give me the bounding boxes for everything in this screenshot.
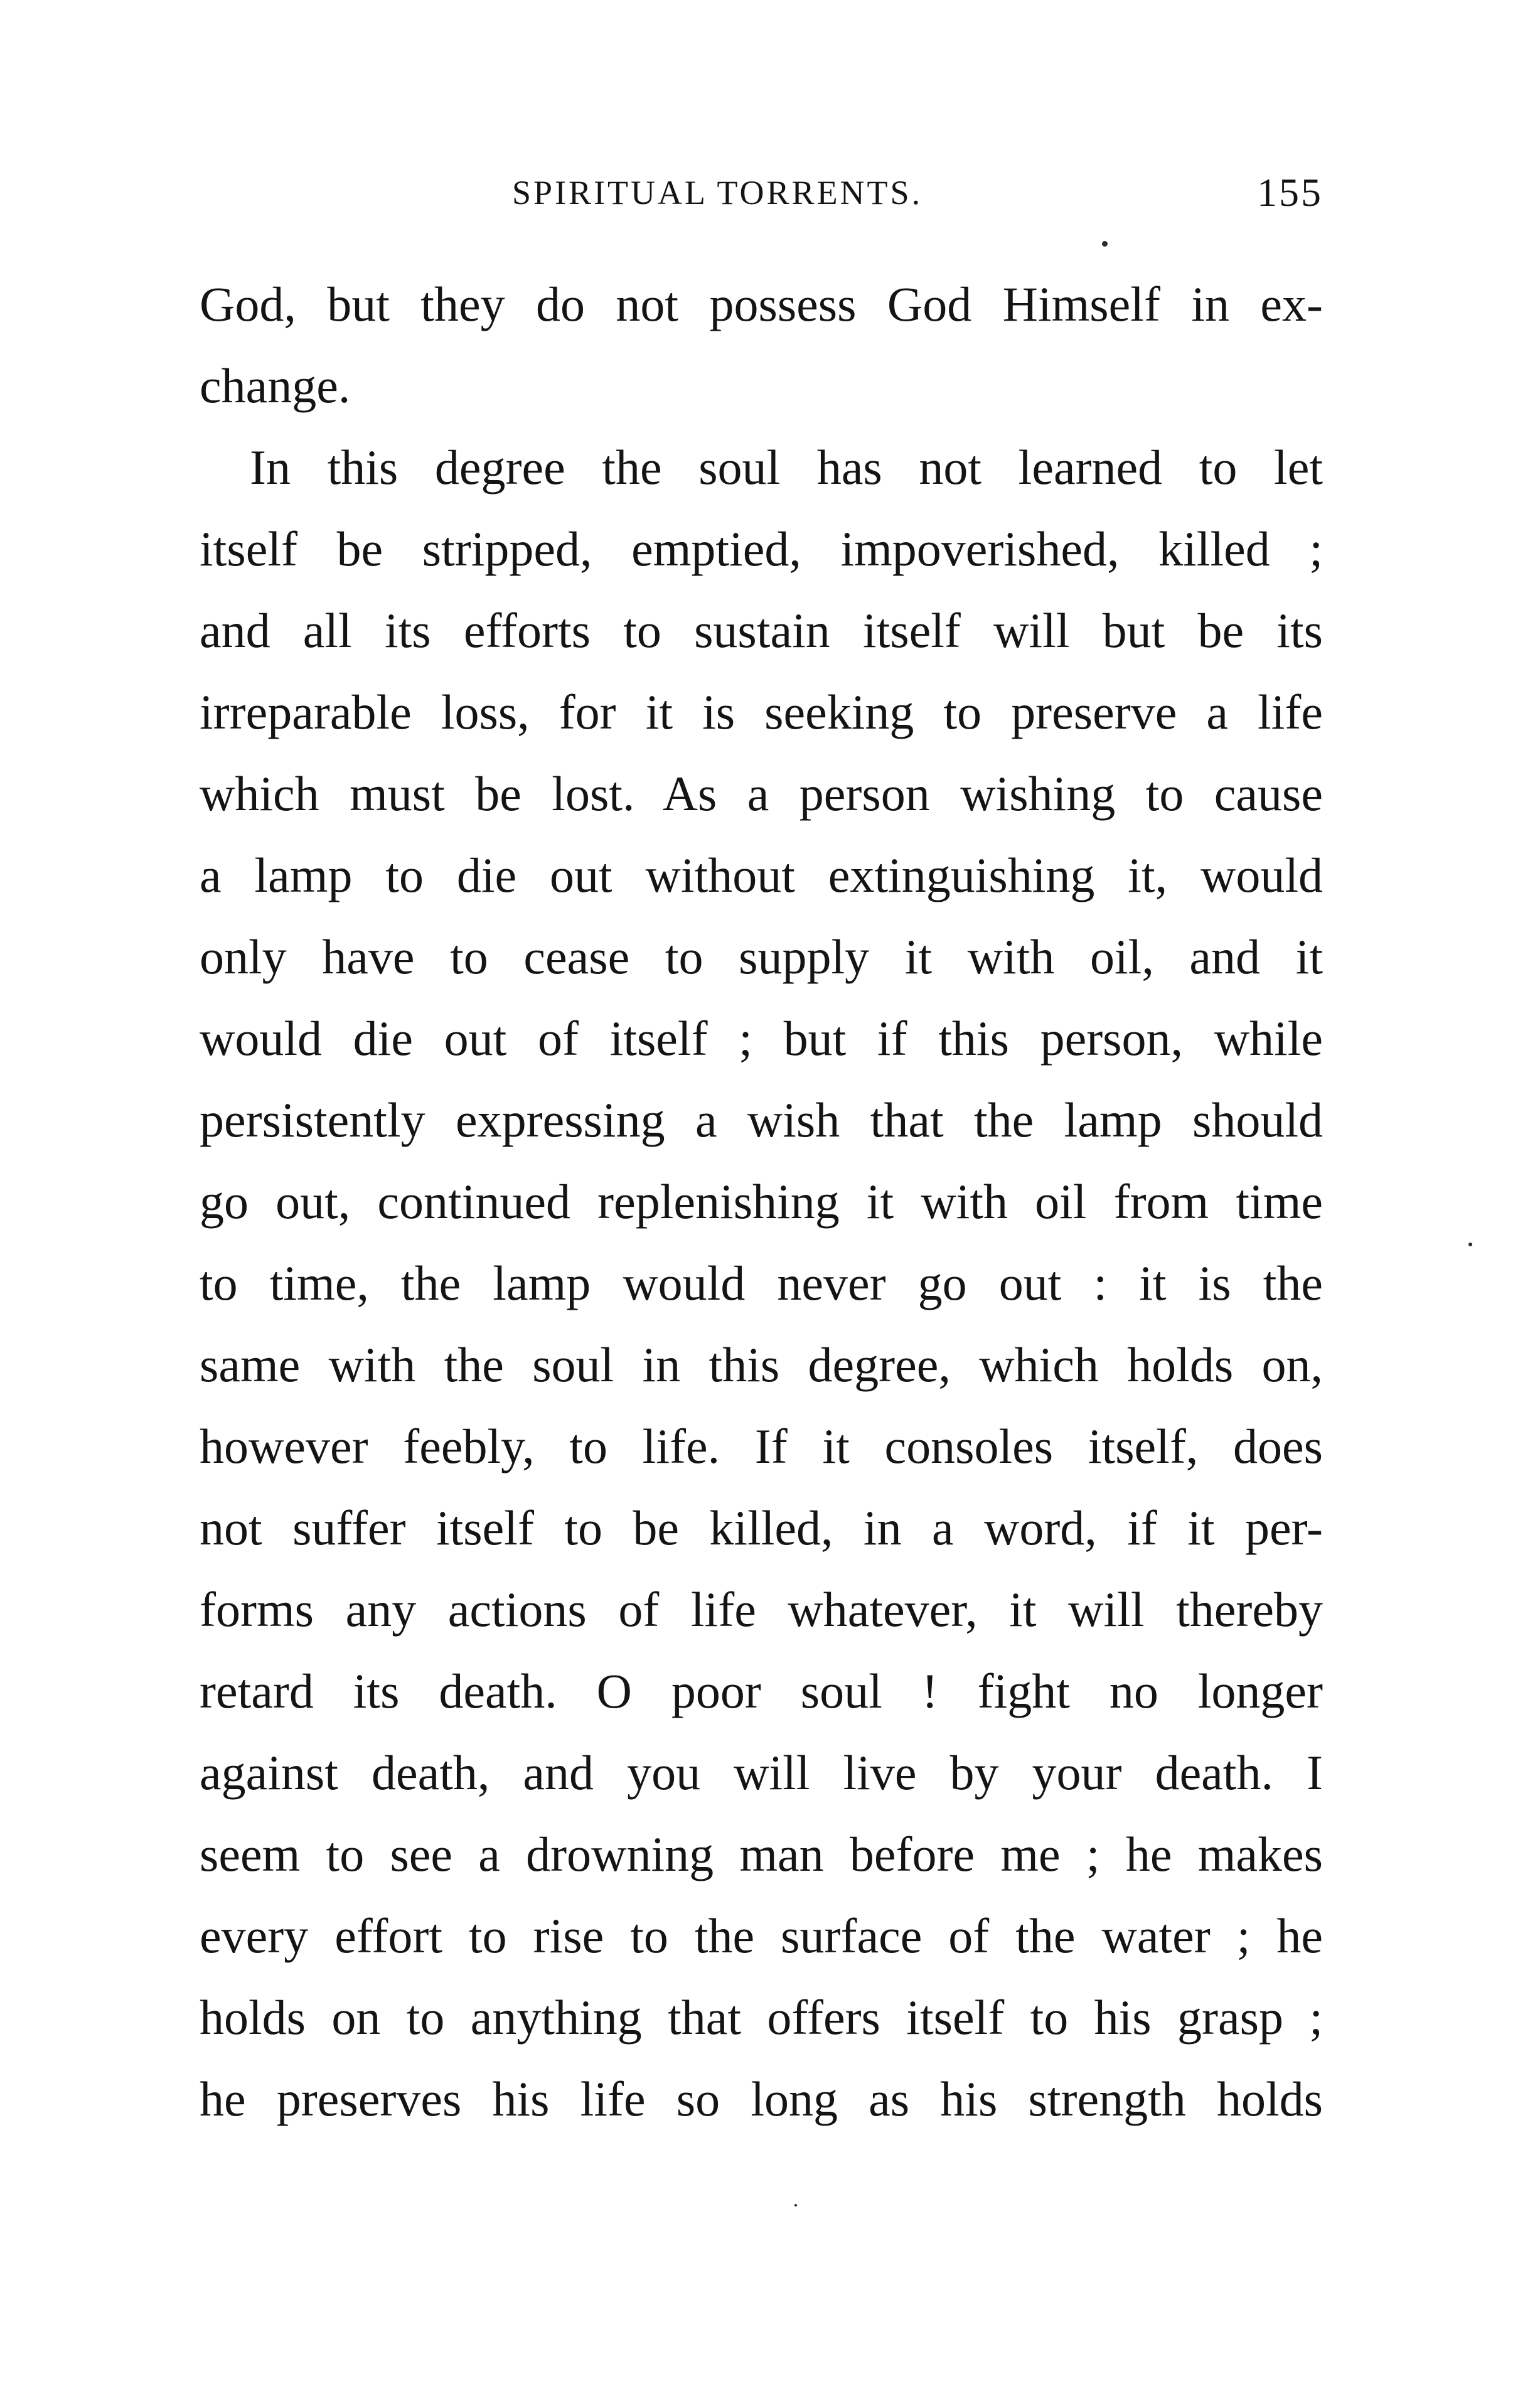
running-title: SPIRITUAL TORRENTS. xyxy=(512,174,923,211)
body-text xyxy=(200,264,1323,2140)
text-line: which must be lost. As a person wishing to cause xyxy=(200,766,1323,821)
print-speck xyxy=(1468,1243,1472,1246)
paragraph-continued xyxy=(200,264,1323,427)
running-head xyxy=(200,164,1323,221)
text-line: holds on to anything that offers itself to his grasp ; xyxy=(200,1990,1323,2045)
text-line: itself be stripped, emptied, impoverished, killed ; xyxy=(200,522,1323,576)
text-line: however feebly, to life. If it consoles itself, does xyxy=(200,1419,1323,1474)
paragraph xyxy=(200,427,1323,2140)
text-line: irreparable loss, for it is seeking to preserve a life xyxy=(200,685,1323,739)
text-line: persistently expressing a wish that the lamp should xyxy=(200,1093,1323,1147)
text-line: forms any actions of life whatever, it will thereby xyxy=(200,1582,1323,1637)
text-line: In this degree the soul has not learned to let xyxy=(250,440,1323,495)
print-speck xyxy=(1102,241,1108,247)
text-line: he preserves his life so long as his strength holds xyxy=(200,2072,1323,2126)
text-line: go out, continued replenishing it with oil from time xyxy=(200,1174,1323,1229)
text-line: not suffer itself to be killed, in a word, if it per- xyxy=(200,1500,1323,1555)
text-line: change. xyxy=(200,358,351,413)
text-line: every effort to rise to the surface of the water ; he xyxy=(200,1908,1323,1963)
text-line: same with the soul in this degree, which holds on, xyxy=(200,1337,1323,1392)
text-line: only have to cease to supply it with oil, and it xyxy=(200,929,1323,984)
text-line: seem to see a drowning man before me ; he makes xyxy=(200,1827,1323,1881)
text-line: against death, and you will live by your death. I xyxy=(200,1745,1323,1800)
text-line: God, but they do not possess God Himself in ex- xyxy=(200,277,1323,331)
text-line: retard its death. O poor soul ! fight no longer xyxy=(200,1664,1323,1718)
text-line: would die out of itself ; but if this person, while xyxy=(200,1011,1323,1066)
page-number: 155 xyxy=(1257,170,1323,215)
print-speck xyxy=(794,2204,797,2206)
text-line: and all its efforts to sustain itself will but be its xyxy=(200,603,1323,658)
text-line: to time, the lamp would never go out : it is the xyxy=(200,1256,1323,1310)
text-line: a lamp to die out without extinguishing it, would xyxy=(200,848,1323,902)
